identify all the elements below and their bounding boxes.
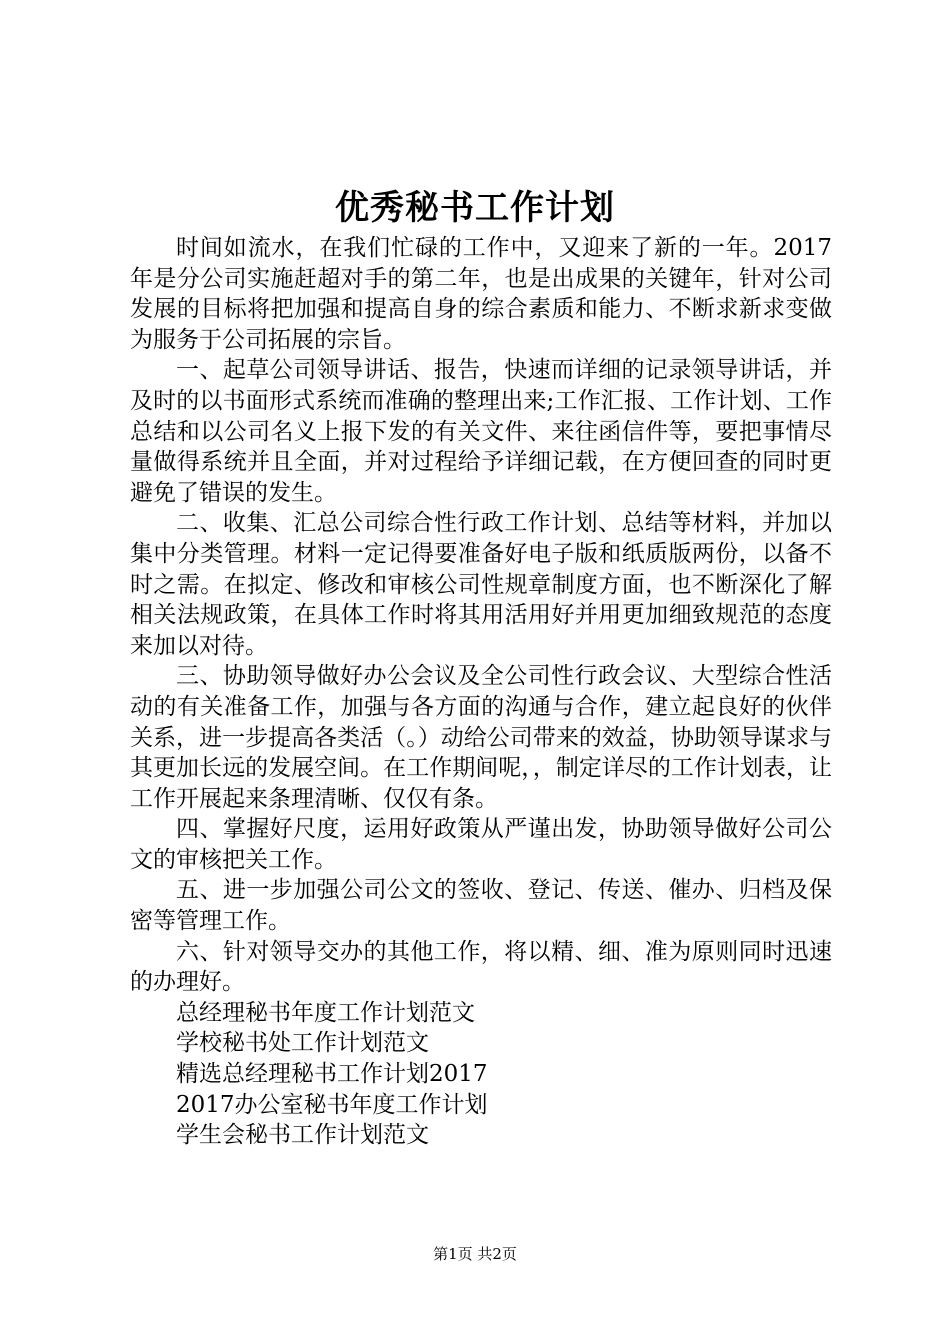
paragraph-item-1: 一、起草公司领导讲话、报告，快速而详细的记录领导讲话，并及时的以书面形式系统而准确的整理出来;工作汇报、工作计划、工作总结和以公司名义上报下发的有关文件、来往函信件等，要把事情尽量做得系统并且全面，并对过程给予详细记载，在方便回查的同时更避免了错误的发生。 (130, 357, 832, 506)
related-link[interactable]: 学生会秘书工作计划范文 (176, 1122, 429, 1149)
related-link[interactable]: 2017办公室秘书年度工作计划 (176, 1091, 488, 1118)
paragraph-item-2: 二、收集、汇总公司综合性行政工作计划、总结等材料，并加以集中分类管理。材料一定记得要准备好电子版和纸质版两份，以备不时之需。在拟定、修改和审核公司性规章制度方面，也不断深化了解相关法规政策，在具体工作时将其用活用好并用更加细致规范的态度来加以对待。 (130, 510, 832, 659)
paragraph-item-5: 五、进一步加强公司公文的签收、登记、传送、催办、归档及保密等管理工作。 (130, 877, 832, 935)
related-link[interactable]: 精选总经理秘书工作计划2017 (176, 1061, 488, 1088)
related-link[interactable]: 总经理秘书年度工作计划范文 (176, 999, 475, 1026)
intro-paragraph: 时间如流水，在我们忙碌的工作中，又迎来了新的一年。2017年是分公司实施赶超对手的第二年，也是出成果的关键年，针对公司发展的目标将把加强和提高自身的综合素质和能力、不断求新求变做为服务于公司拓展的宗旨。 (130, 235, 832, 353)
related-link[interactable]: 学校秘书处工作计划范文 (176, 1030, 429, 1057)
document-body (130, 233, 832, 1151)
document-title: 优秀秘书工作计划 (335, 188, 615, 228)
page-number-footer: 第1页 共2页 (433, 1245, 517, 1263)
paragraph-item-3: 三、协助领导做好办公会议及全公司性行政会议、大型综合性活动的有关准备工作，加强与各方面的沟通与合作，建立起良好的伙伴关系，进一步提高各类活（。）动给公司带来的效益，协助领导谋求与其更加长远的发展空间。在工作期间呢，，制定详尽的工作计划表，让工作开展起来条理清晰、仅仅有条。 (130, 663, 832, 812)
paragraph-item-4: 四、掌握好尺度，运用好政策从严谨出发，协助领导做好公司公文的审核把关工作。 (130, 816, 832, 873)
paragraph-item-6: 六、针对领导交办的其他工作，将以精、细、准为原则同时迅速的办理好。 (130, 938, 832, 996)
